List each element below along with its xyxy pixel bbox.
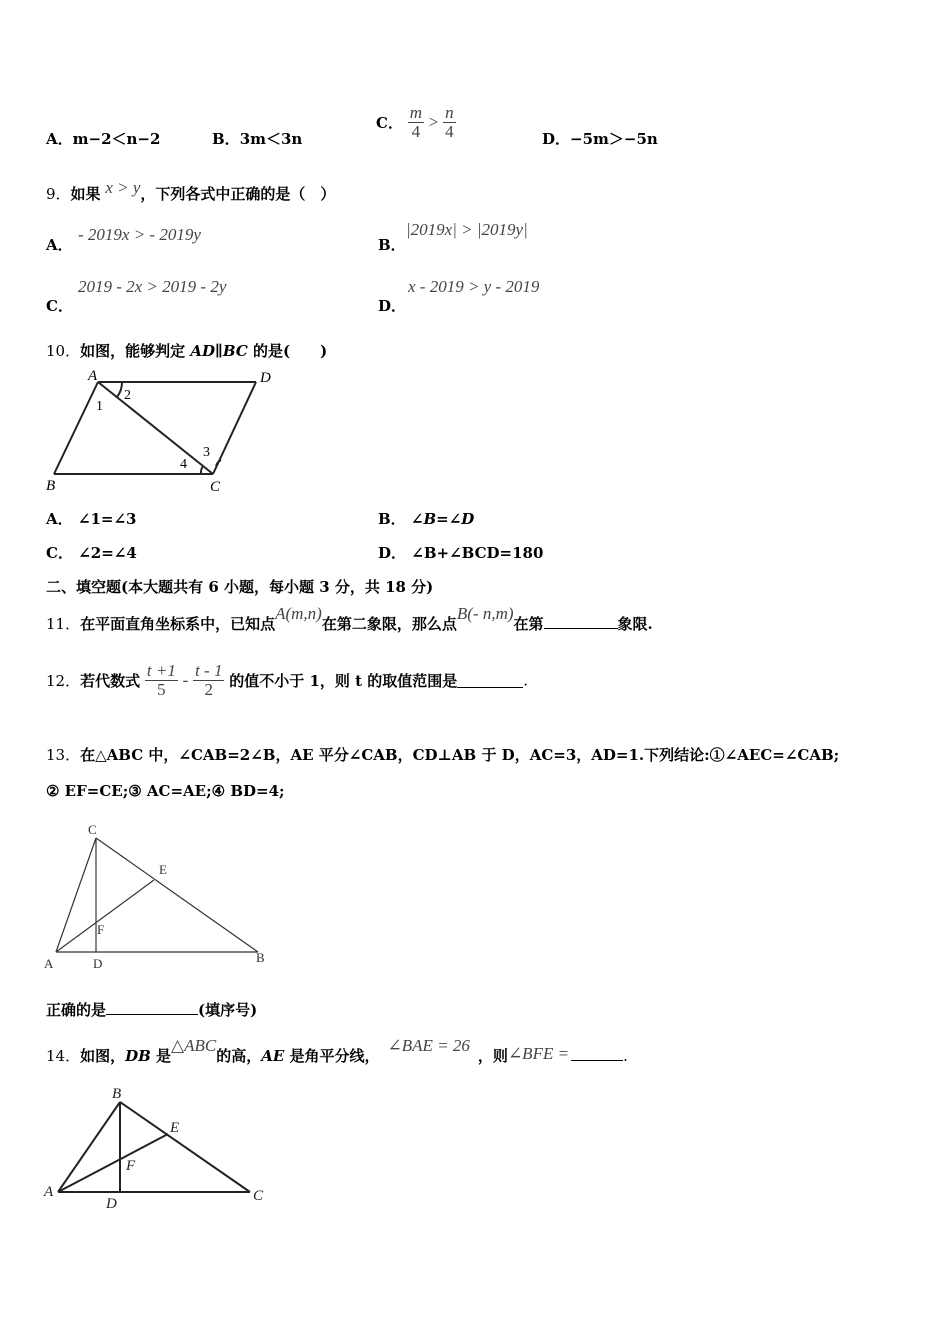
angle-label-1: 1 (96, 399, 103, 414)
option-label: D． (378, 544, 407, 562)
answer-blank[interactable] (544, 614, 618, 629)
vertex-label-e: E (170, 1120, 180, 1136)
vertex-label-d: D (106, 1196, 117, 1212)
question-text: 是 (150, 1047, 172, 1065)
answer-blank[interactable] (571, 1046, 623, 1061)
option-text: ∠2=∠4 (78, 544, 137, 562)
vertex-label-a: A (88, 368, 98, 384)
q10-option-a (46, 508, 136, 529)
question-text: 如图，能够判定 (80, 342, 191, 360)
q8-option-d (542, 128, 658, 149)
fraction-m-over-4: $\frac{m}{4}$ (409, 103, 423, 141)
angle-bfe-math: ∠BFE = (507, 1044, 570, 1063)
question-text: 在△ABC 中，∠CAB=2∠B，AE 平分∠CAB，CD⊥AB 于 D，AC=3，AD=1.下列结论:①∠AEC=∠CAB; (80, 746, 840, 764)
option-label: C． (46, 544, 73, 562)
answer-prompt: 正确的是 (46, 1001, 107, 1019)
q14-stem (46, 1036, 628, 1066)
question-number: 14． (46, 1047, 81, 1065)
question-text: 的值不小于 1，则 t 的取值范围是 (229, 672, 458, 690)
angle-label-4: 4 (180, 457, 187, 472)
q10-option-b (378, 508, 474, 529)
segment-db: DB (125, 1047, 151, 1065)
q12-stem (46, 662, 528, 699)
q13-triangle-figure (40, 818, 280, 974)
q9-option-c-math: 2019 - 2x > 2019 - 2y (78, 277, 227, 296)
vertex-label-c: C (88, 822, 97, 837)
question-prefix: 如果 (70, 185, 101, 203)
vertex-label-f: F (97, 922, 105, 937)
question-text: ，则 (477, 1047, 508, 1065)
vertex-label-a: A (44, 956, 54, 971)
question-math: AD∥BC (190, 342, 248, 360)
q13-answer-line (46, 999, 257, 1020)
point-b-math: B(- n,m) (456, 604, 514, 623)
q10-option-d (378, 542, 543, 563)
question-number: 11． (46, 615, 81, 633)
question-number: 9． (46, 185, 71, 203)
answer-blank[interactable] (106, 1000, 198, 1015)
option-label: C． (376, 114, 403, 132)
vertex-label-c: C (210, 479, 221, 495)
question-text: 若代数式 (80, 672, 141, 690)
angle-label-3: 3 (203, 445, 210, 460)
vertex-label-d: D (93, 956, 103, 971)
angle-label-2: 2 (124, 388, 131, 403)
question-text: 在第 (513, 615, 544, 633)
q9-stem (46, 178, 336, 204)
fraction-t-plus-1-over-5: $\frac{t +1}{5}$ (146, 661, 176, 699)
q9-option-d-math: x - 2019 > y - 2019 (408, 277, 540, 296)
angle-bae-math: ∠BAE = 26 (387, 1036, 470, 1055)
section-heading: 二、填空题(本大题共有 6 小题，每小题 3 分，共 18 分) (46, 578, 434, 596)
q13-line-2: ② EF=CE;③ AC=AE;④ BD=4; (46, 782, 285, 800)
q8-option-b (212, 128, 302, 149)
vertex-label-d: D (260, 370, 271, 386)
q14-triangle-figure (40, 1082, 280, 1214)
q9-option-c-label: C． (46, 297, 73, 315)
q9-option-a-math: - 2019x > - 2019y (78, 225, 201, 244)
triangle-abc-math: △ABC (171, 1036, 217, 1055)
question-suffix: ，下列各式中正确的是（ ） (140, 185, 336, 203)
condition-math: x > y (105, 178, 141, 197)
q8-option-a (46, 128, 160, 149)
fraction-t-minus-1-over-2: $\frac{t - 1}{2}$ (195, 661, 223, 699)
option-label: B． (212, 130, 240, 148)
vertex-label-b: B (46, 478, 56, 494)
question-text-end: . (623, 1047, 628, 1065)
greater-than: > (428, 112, 439, 132)
option-text: −5m＞−5n (570, 130, 658, 148)
vertex-label-a: A (44, 1184, 54, 1200)
segment-ae: AE (261, 1047, 285, 1065)
question-number: 12． (46, 672, 81, 690)
q8-option-c (376, 104, 456, 141)
option-label: D． (542, 130, 571, 148)
q9-option-b-math: |2019x| > |2019y| (406, 220, 528, 239)
question-text-end: 象限. (617, 615, 653, 633)
q9-option-b-label: B． (378, 236, 406, 254)
answer-suffix: (填序号) (198, 1001, 258, 1019)
q13-line-1 (46, 744, 839, 765)
vertex-label-e: E (159, 862, 167, 877)
option-text: ∠B=∠D (410, 510, 475, 528)
point-a-math: A(m,n) (275, 604, 322, 623)
q10-parallelogram-figure (40, 366, 290, 496)
vertex-label-b: B (112, 1086, 122, 1102)
vertex-label-c: C (253, 1188, 264, 1204)
fraction-n-over-4: $\frac{n}{4}$ (445, 103, 454, 141)
minus-sign: - (182, 670, 189, 690)
question-text-end: 的是( ) (247, 342, 328, 360)
q10-option-c (46, 542, 137, 563)
option-text: ∠B+∠BCD=180 (411, 544, 544, 562)
q9-option-a-label: A． (46, 236, 73, 254)
question-text: 是角平分线， (284, 1047, 380, 1065)
q11-stem (46, 604, 653, 634)
question-text: 在平面直角坐标系中，已知点 (80, 615, 276, 633)
option-text: ∠1=∠3 (77, 510, 137, 528)
question-number: 13． (46, 746, 81, 764)
option-label: A． (46, 130, 73, 148)
option-text: m−2＜n−2 (72, 130, 161, 148)
question-number: 10． (46, 342, 81, 360)
question-text: 的高， (216, 1047, 262, 1065)
answer-blank[interactable] (457, 673, 523, 688)
question-text: 如图， (80, 1047, 126, 1065)
vertex-label-f: F (126, 1158, 136, 1174)
q10-stem (46, 340, 327, 361)
vertex-label-b: B (256, 950, 265, 965)
question-text-end: . (523, 671, 529, 690)
q9-option-d-label: D． (378, 297, 407, 315)
option-label: A． (46, 510, 73, 528)
option-text: 3m＜3n (239, 130, 303, 148)
question-text: 在第二象限，那么点 (321, 615, 457, 633)
option-label: B． (378, 510, 406, 528)
